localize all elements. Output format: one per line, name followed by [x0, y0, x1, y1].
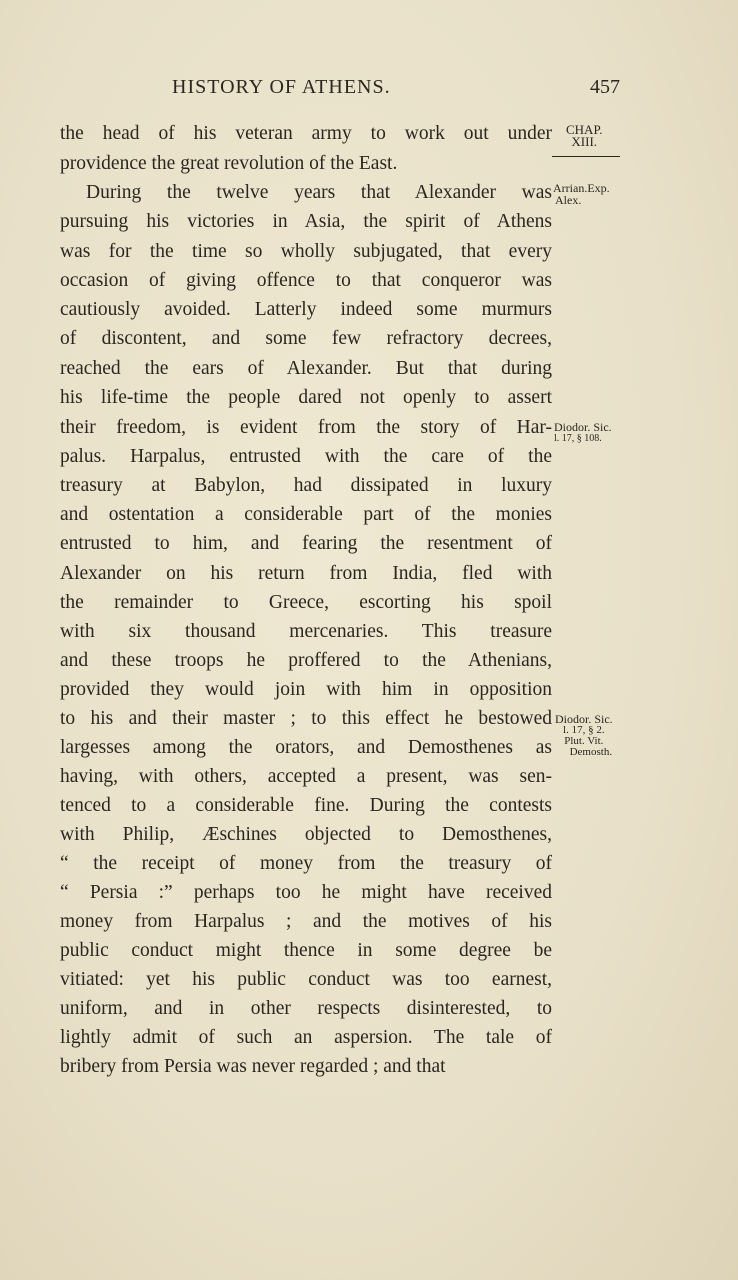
margin-note-arrian — [553, 182, 610, 206]
body-line: public conduct might thence in some degree be — [60, 940, 552, 961]
body-line: with Philip, Æschines objected to Demosthenes, — [60, 824, 552, 845]
body-line: provided they would join with him in opposition — [60, 679, 552, 700]
body-line: and ostentation a considerable part of the monies — [60, 504, 552, 525]
running-title: HISTORY OF ATHENS. — [172, 76, 391, 98]
body-line: and these troops he proffered to the Athenians, — [60, 650, 552, 671]
margin-note-line: Plut. Vit. — [564, 735, 604, 747]
margin-note-diodorus — [554, 421, 612, 445]
page-number: 457 — [590, 76, 620, 98]
body-line: tenced to a considerable fine. During the contests — [60, 795, 552, 816]
body-line: uniform, and in other respects disinterested, to — [60, 998, 552, 1019]
chapter-rule — [552, 156, 620, 157]
body-line: the remainder to Greece, escorting his spoil — [60, 592, 552, 613]
body-line: lightly admit of such an aspersion. The tale of — [60, 1027, 552, 1048]
margin-note-line: l. 17, § 108. — [554, 433, 602, 444]
body-line: providence the great revolution of the East. — [60, 153, 398, 174]
body-line: “ Persia :” perhaps too he might have received — [60, 882, 552, 903]
margin-note-line: CHAP. — [566, 122, 603, 137]
body-line: having, with others, accepted a present, was sen- — [60, 766, 552, 787]
body-line: “ the receipt of money from the treasury of — [60, 853, 552, 874]
margin-note-chapter — [566, 124, 603, 148]
body-line: bribery from Persia was never regarded ; and that — [60, 1056, 446, 1077]
body-line: cautiously avoided. Latterly indeed some murmurs — [60, 299, 552, 320]
margin-note-diodorus-plutarch — [555, 714, 613, 758]
margin-note-line: Arrian.Exp. — [553, 181, 610, 195]
body-line: treasury at Babylon, had dissipated in luxury — [60, 475, 552, 496]
body-line: the head of his veteran army to work out under — [60, 123, 552, 144]
body-line: of discontent, and some few refractory decrees, — [60, 328, 552, 349]
body-line: palus. Harpalus, entrusted with the care of the — [60, 446, 552, 467]
body-line: During the twelve years that Alexander was — [86, 182, 552, 203]
body-line: vitiated: yet his public conduct was too earnest, — [60, 969, 552, 990]
body-line: Alexander on his return from India, fled with — [60, 563, 552, 584]
body-line: money from Harpalus ; and the motives of his — [60, 911, 552, 932]
body-line: his life-time the people dared not openly to assert — [60, 387, 552, 408]
body-line: occasion of giving offence to that conqueror was — [60, 270, 552, 291]
margin-note-line: Diodor. Sic. — [555, 712, 613, 726]
body-line: to his and their master ; to this effect he bestowed — [60, 708, 552, 729]
body-line: largesses among the orators, and Demosthenes as — [60, 737, 552, 758]
body-line: pursuing his victories in Asia, the spirit of Athens — [60, 211, 552, 232]
body-line: their freedom, is evident from the story of Har- — [60, 417, 552, 438]
margin-note-line: Alex. — [555, 193, 582, 207]
margin-note-line: Diodor. Sic. — [554, 420, 612, 434]
body-line: with six thousand mercenaries. This treasure — [60, 621, 552, 642]
margin-note-line: l. 17, § 2. — [563, 724, 605, 736]
margin-note-line: Demosth. — [569, 746, 613, 758]
body-line: was for the time so wholly subjugated, that every — [60, 241, 552, 262]
margin-note-line: XIII. — [571, 134, 598, 149]
body-line: reached the ears of Alexander. But that during — [60, 358, 552, 379]
body-line: entrusted to him, and fearing the resentment of — [60, 533, 552, 554]
